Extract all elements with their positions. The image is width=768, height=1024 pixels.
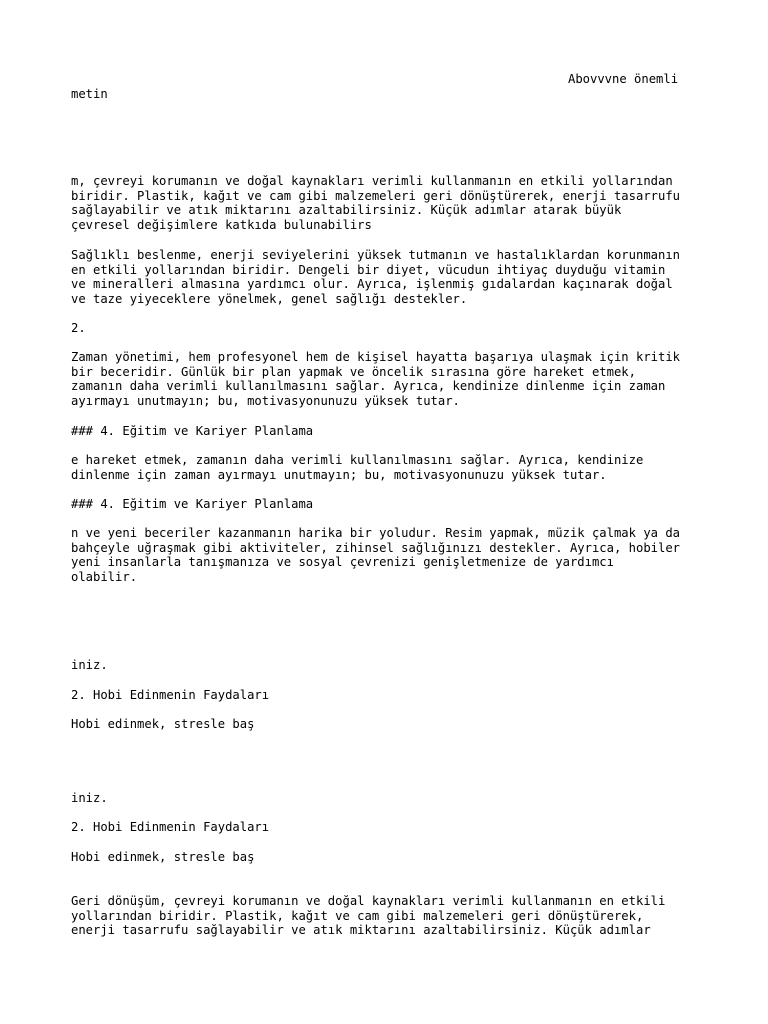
text-fragment-hobby-1: Hobi edinmek, stresle baş [71, 717, 255, 731]
paragraph-hobbies: n ve yeni beceriler kazanmanın harika bir yoludur. Resim yapmak, müzik çalmak ya da bahçeyle uğraşmak gibi aktiviteler, zihinsel sağlığınızı destekler. Ayrıca, hobiler yeni insanlarla tanışmanıza ve sosyal çevrenizi genişletmenize de yardımcı olabilir. [71, 526, 681, 584]
text-fragment-hobby-2: Hobi edinmek, stresle baş [71, 850, 255, 864]
heading-hobby-benefits-2: 2. Hobi Edinmenin Faydaları [71, 820, 270, 834]
paragraph-healthy-eating: Sağlıklı beslenme, enerji seviyelerini yüksek tutmanın ve hastalıklardan korunmanın en etkili yollarından biridir. Dengeli bir diyet, vücudun ihtiyaç duyduğu vitamin ve mineralleri almasına yardımcı olur. Ayrıca, işlenmiş gıdalardan kaçınarak doğal ve taze yiyeceklere yönelmek, genel sağlığı destekler. [71, 248, 681, 306]
paragraph-time-management: Zaman yönetimi, hem profesyonel hem de kişisel hayatta başarıya ulaşmak için kritik bir beceridir. Günlük bir plan yapmak ve öncelik sırasına göre hareket etmek, zamanın daha verimli kullanılmasını sağlar. Ayrıca, kendinize dinlenme için zaman ayırmayı unutmayın; bu, motivasyonunuzu yüksek tutar. [71, 350, 681, 408]
header-title-line1: Abovvvne önemli [568, 72, 679, 86]
heading-education-career-2: ### 4. Eğitim ve Kariyer Planlama [71, 497, 314, 511]
heading-education-career-1: ### 4. Eğitim ve Kariyer Planlama [71, 424, 314, 438]
heading-hobby-benefits-1: 2. Hobi Edinmenin Faydaları [71, 688, 270, 702]
paragraph-recycling-fragment: m, çevreyi korumanın ve doğal kaynakları verimli kullanmanın en etkili yollarından biridir. Plastik, kağıt ve cam gibi malzemeleri geri dönüştürerek, enerji tasarrufu sağlayabilir ve atık miktarını azaltabilirsiniz. Küçük adımlar atarak büyük çevresel değişimlere katkıda bulunabilirs [71, 174, 681, 232]
paragraph-time-fragment: e hareket etmek, zamanın daha verimli kullanılmasını sağlar. Ayrıca, kendinize dinlenme için zaman ayırmayı unutmayın; bu, motivasyonunuzu yüksek tutar. [71, 453, 644, 482]
paragraph-recycling: Geri dönüşüm, çevreyi korumanın ve doğal kaynakları verimli kullanmanın en etkili yollarından biridir. Plastik, kağıt ve cam gibi malzemeleri geri dönüştürerek, enerji tasarrufu sağlayabilir ve atık miktarını azaltabilirsiniz. Küçük adımlar [71, 894, 666, 938]
text-fragment-iniz-1: iniz. [71, 658, 108, 672]
text-fragment-iniz-2: iniz. [71, 791, 108, 805]
header-title-line2: metin [71, 87, 108, 101]
list-number-2: 2. [71, 321, 86, 335]
